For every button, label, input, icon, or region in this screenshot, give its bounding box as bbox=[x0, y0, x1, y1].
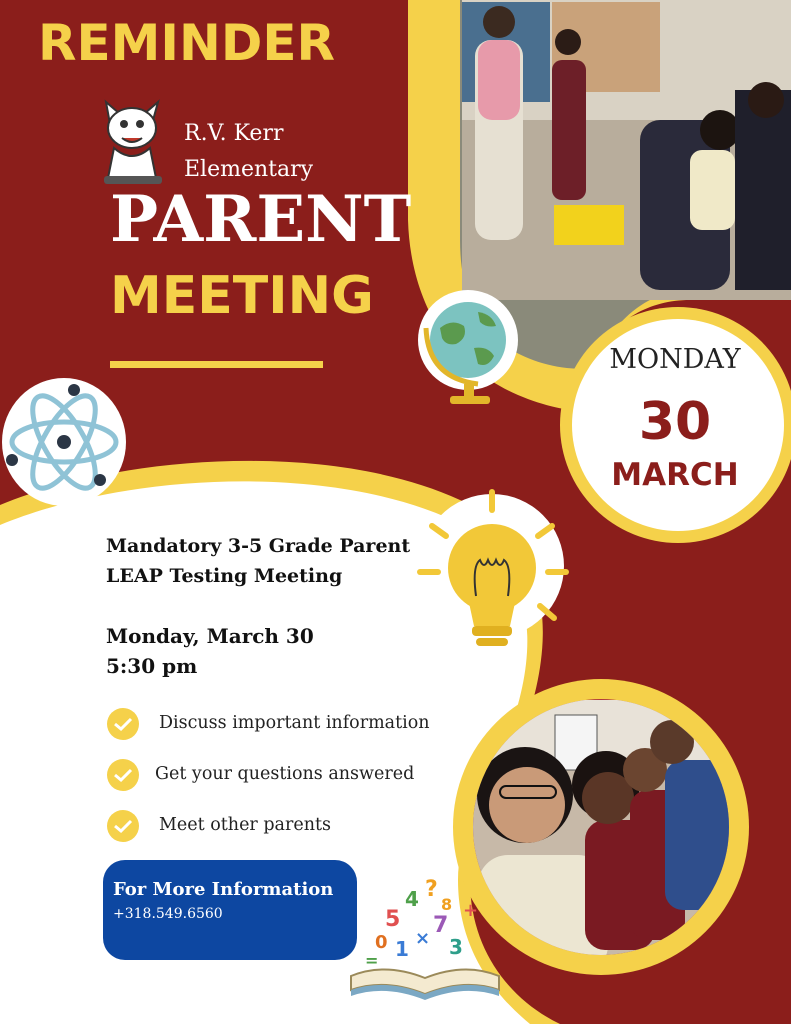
date-number: 30 bbox=[638, 392, 712, 452]
school-name bbox=[184, 116, 313, 188]
meeting-title-line1: Mandatory 3-5 Grade Parent bbox=[106, 535, 411, 557]
meeting-time: 5:30 pm bbox=[106, 654, 198, 678]
bullet-item: Meet other parents bbox=[159, 815, 331, 835]
svg-text:0: 0 bbox=[375, 932, 388, 953]
svg-text:1: 1 bbox=[395, 937, 409, 961]
svg-text:=: = bbox=[365, 951, 379, 970]
svg-text:+: + bbox=[463, 900, 479, 921]
meeting-heading: MEETING bbox=[110, 266, 374, 326]
globe-icon bbox=[408, 288, 520, 414]
date-month: MARCH bbox=[611, 457, 739, 493]
school-name-line1: R.V. Kerr bbox=[184, 121, 284, 146]
parent-heading: PARENT bbox=[110, 182, 412, 257]
contact-title: For More Information bbox=[113, 879, 334, 900]
numbers-book-icon bbox=[345, 866, 505, 1006]
reminder-heading: REMINDER bbox=[38, 14, 336, 72]
svg-text:7: 7 bbox=[433, 913, 449, 938]
svg-text:8: 8 bbox=[441, 895, 453, 914]
svg-text:×: × bbox=[415, 928, 431, 949]
svg-text:4: 4 bbox=[405, 887, 419, 911]
meeting-date: Monday, March 30 bbox=[106, 624, 314, 648]
check-icon bbox=[107, 708, 139, 740]
date-day: MONDAY bbox=[609, 344, 741, 375]
school-name-line2: Elementary bbox=[184, 157, 314, 182]
contact-phone[interactable]: +318.549.6560 bbox=[113, 906, 223, 922]
lightbulb-icon bbox=[412, 486, 576, 666]
svg-text:3: 3 bbox=[449, 935, 463, 959]
svg-text:5: 5 bbox=[385, 907, 401, 932]
check-icon bbox=[107, 759, 139, 791]
bullet-item: Discuss important information bbox=[159, 713, 430, 733]
heading-underline bbox=[110, 361, 323, 368]
check-icon bbox=[107, 810, 139, 842]
atom-icon bbox=[0, 368, 134, 516]
bullet-item: Get your questions answered bbox=[155, 764, 415, 784]
meeting-title-line2: LEAP Testing Meeting bbox=[106, 565, 343, 587]
svg-text:?: ? bbox=[425, 877, 438, 902]
wildcat-mascot-icon bbox=[100, 94, 166, 186]
